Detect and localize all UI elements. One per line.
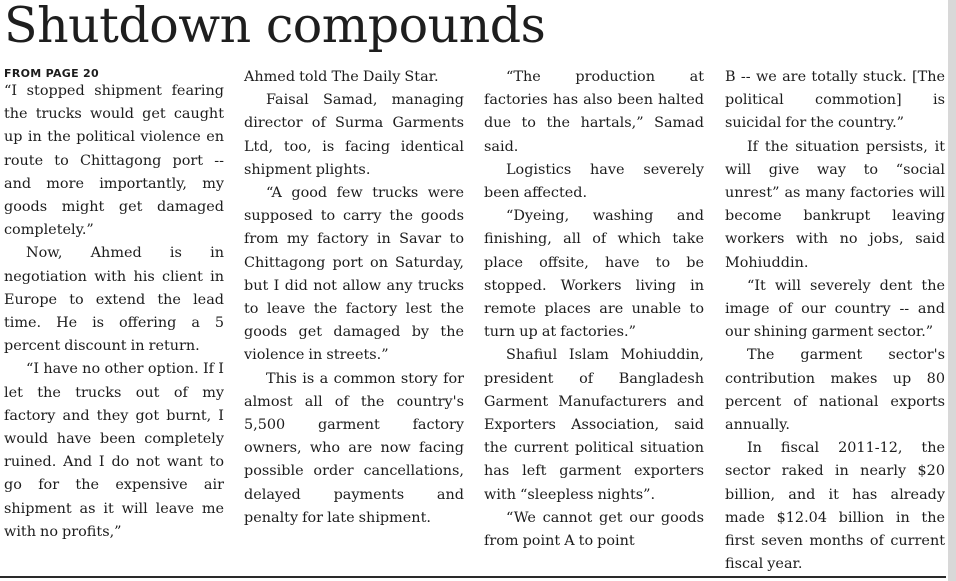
paragraph: “I stopped shipment fearing the trucks would get caught up in the political violence en route to Chittagong port -- and more importantly, my goods might get damaged completely.” xyxy=(4,83,224,239)
paragraph: Now, Ahmed is in negotiation with his client in Europe to extend the lead time. He is offering a 5 percent discount in return. xyxy=(4,245,224,355)
column-2 xyxy=(244,66,464,530)
continuation-kicker: FROM PAGE 20 xyxy=(4,67,99,80)
paragraph: Shafiul Islam Mohiuddin, president of Bangladesh Garment Manufacturers and Exporters Association, said the current political situation has left garment exporters with “sleepless nights”. xyxy=(484,347,704,503)
paragraph: “We cannot get our goods from point A to point xyxy=(484,509,704,550)
paragraph: In fiscal 2011-12, the sector raked in nearly $20 billion, and it has already made $12.04 billion in the first seven months of current fiscal year. xyxy=(725,440,945,573)
paragraph: B -- we are totally stuck. [The political commotion] is suicidal for the country.” xyxy=(725,69,945,132)
paragraph: “The production at factories has also been halted due to the hartals,” Samad said. xyxy=(484,69,704,155)
paragraph: “It will severely dent the image of our country -- and our shining garment sector.” xyxy=(725,277,945,341)
paragraph: “I have no other option. If I let the trucks out of my factory and they got burnt, I would have been completely ruined. And I do not want to go for the expensive air shipment as it will leave me with no profits,” xyxy=(4,361,224,540)
paragraph: If the situation persists, it will give way to “social unrest” as many factories will become bankrupt leaving workers with no jobs, said Mohiuddin. xyxy=(725,138,945,271)
paragraph: Ahmed told The Daily Star. xyxy=(244,69,439,85)
paragraph: This is a common story for almost all of the country's 5,500 garment factory owners, who are now facing possible order cancellations, delayed payments and penalty for late shipment. xyxy=(244,370,464,526)
paragraph: Logistics have severely been affected. xyxy=(484,161,704,202)
column-1 xyxy=(4,66,224,544)
paragraph: “A good few trucks were supposed to carry the goods from my factory in Savar to Chittagong port on Saturday, but I did not allow any trucks to leave the factory lest the goods get damaged by the violence in streets.” xyxy=(244,185,464,364)
column-4 xyxy=(725,66,945,576)
headline: Shutdown compounds xyxy=(4,0,546,54)
bottom-rule xyxy=(0,576,946,578)
column-3 xyxy=(484,66,704,553)
paragraph: The garment sector's contribution makes up 80 percent of national exports annually. xyxy=(725,347,945,434)
paragraph: Faisal Samad, managing director of Surma Garments Ltd, too, is facing identical shipment plights. xyxy=(244,92,464,178)
paragraph: “Dyeing, washing and finishing, all of which take place offsite, have to be stopped. Workers living in remote places are unable to turn up at factories.” xyxy=(484,208,704,341)
page-edge-shadow xyxy=(948,0,956,581)
